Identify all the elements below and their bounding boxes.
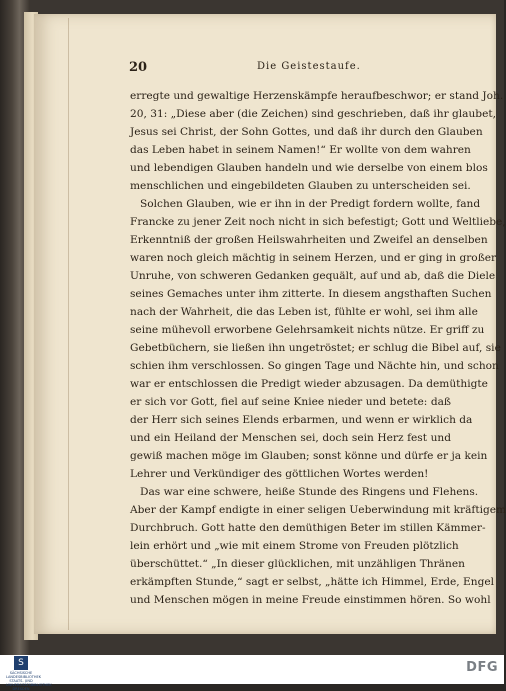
text-line: war er entschlossen die Predigt wieder abzusagen. Da demüthigte [130,378,488,390]
gutter-line [68,18,69,630]
text-line: überschüttet.“ „In dieser glücklichen, mit unzähligen Thränen [130,558,465,570]
text-line: Unruhe, von schweren Gedanken gequält, auf und ab, daß die Diele [130,270,496,282]
text-line: und Menschen mögen in meine Freude einstimmen hören. So wohl [130,594,491,606]
text-line: Das war eine schwere, heiße Stunde des Ringens und Flehens. [140,486,479,498]
text-line: Solchen Glauben, wie er ihn in der Predigt fordern wollte, fand [140,198,481,210]
text-line: Erkenntniß der großen Heilswahrheiten und Zweifel an denselben [130,234,488,246]
text-line: erregte und gewaltige Herzenskämpfe heraufbeschwor; er stand Joh. [130,90,504,102]
text-line: erkämpften Stunde,“ sagt er selbst, „hätte ich Himmel, Erde, Engel [130,576,495,588]
text-line: seines Gemaches unter ihm zitterte. In diesem angsthaften Suchen [130,288,492,300]
text-line: seine mühevoll erworbene Gelehrsamkeit nichts nütze. Er griff zu [130,324,485,336]
text-line: Francke zu jener Zeit noch nicht in sich befestigt; Gott und Weltliebe, [130,216,506,228]
library-logo[interactable] [6,656,52,691]
page-number: 20 [129,60,148,75]
text-line: er sich vor Gott, fiel auf seine Kniee nieder und betete: daß [130,396,451,408]
running-title: Die Geistestaufe. [257,61,361,72]
text-line: schien ihm verschlossen. So gingen Tage und Nächte hin, und schon [130,360,499,372]
text-line: 20, 31: „Diese aber (die Zeichen) sind geschrieben, daß ihr glaubet, [130,108,496,120]
text-line: der Herr sich seines Elends erbarmen, und wenn er wirklich da [130,414,473,426]
text-line: waren noch gleich mächtig in seinem Herzen, und er ging in großer [130,252,497,264]
page-header [129,60,449,76]
text-line: gewiß machen möge im Glauben; sonst könne und dürfe er ja kein [130,450,488,462]
text-line: Aber der Kampf endigte in einer seligen Ueberwindung mit kräftigem [130,504,506,516]
text-line: und ein Heiland der Menschen sei, doch sein Herz fest und [130,432,451,444]
text-line: und lebendigen Glauben handeln und wie derselbe von einem blos [130,162,488,174]
library-logo-text: SÄCHSISCHE LANDESBIBLIOTHEK STAATS- UND UNIVERSITÄTSBIBLIOTHEK DRESDEN [6,671,52,691]
viewer-footer [0,655,504,684]
library-logo-mark: S [14,656,28,670]
text-line: Jesus sei Christ, der Sohn Gottes, und daß ihr durch den Glauben [130,126,483,138]
text-line: das Leben habet in seinem Namen!“ Er wollte von dem wahren [130,144,471,156]
text-line: Gebetbüchern, sie ließen ihn ungetröstet; er schlug die Bibel auf, sie [130,342,501,354]
text-line: nach der Wahrheit, die das Leben ist, fühlte er wohl, sei ihm alle [130,306,478,318]
text-line: Lehrer und Verkündiger des göttlichen Wortes werden! [130,468,429,480]
text-line: Durchbruch. Gott hatte den demüthigen Beter im stillen Kämmer- [130,522,486,534]
text-line: menschlichen und eingebildeten Glauben zu unterscheiden sei. [130,180,471,192]
dfg-logo[interactable]: DFG [466,660,498,675]
text-line: lein erhört und „wie mit einem Strome von Freuden plötzlich [130,540,459,552]
